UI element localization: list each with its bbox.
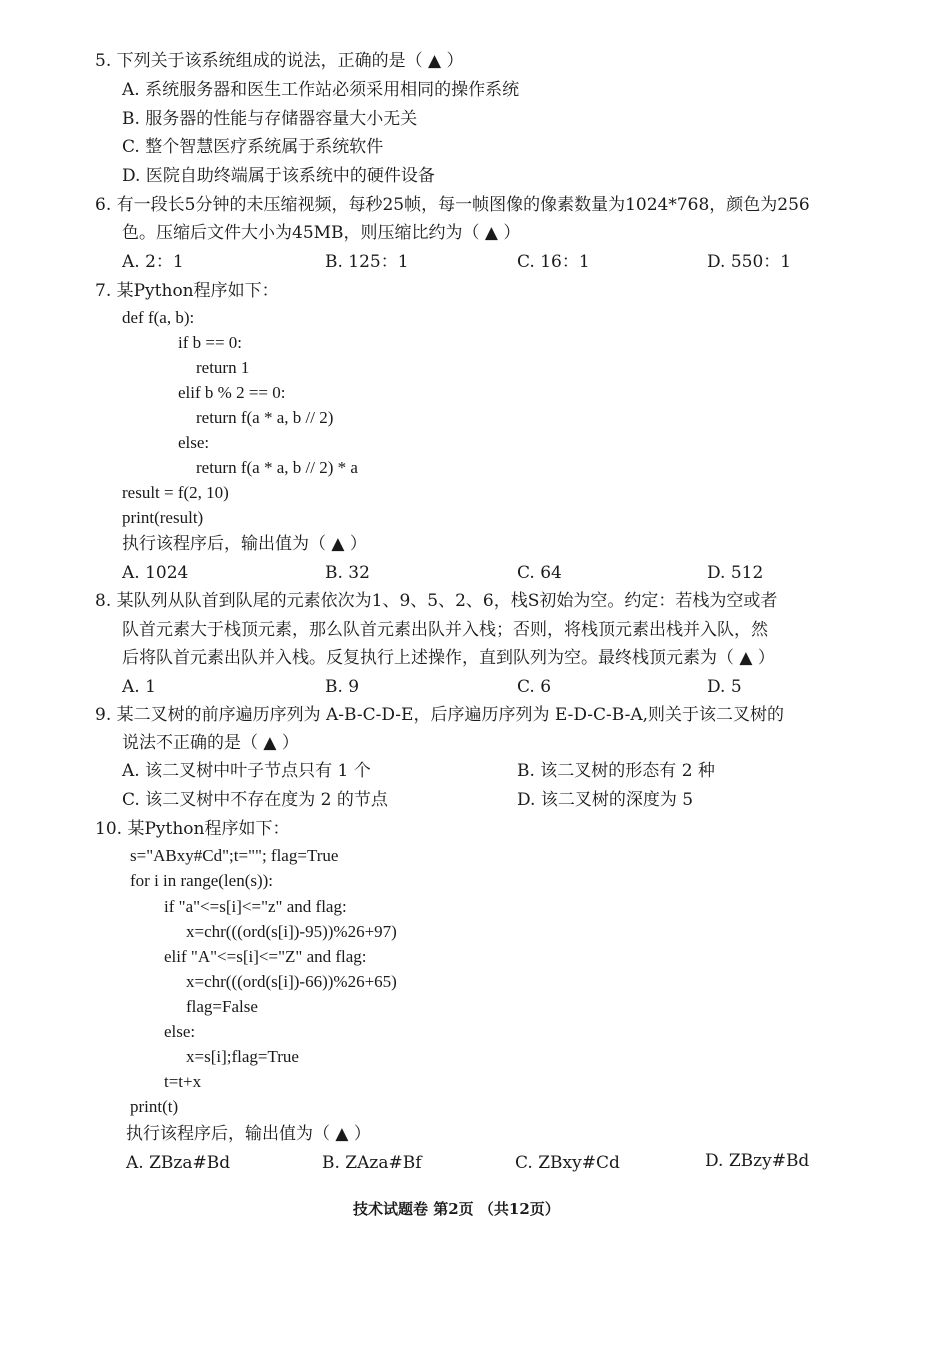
q9-stem-line-2: 说法不正确的是（ ▲ ） <box>122 733 299 753</box>
q7-code-line: else: <box>178 433 210 452</box>
q6-option-c: C. 16：1 <box>517 252 590 272</box>
q7-stem: 7. 某Python程序如下： <box>95 281 279 301</box>
q10-option-a: A. ZBza#Bd <box>126 1153 231 1173</box>
q8-stem-line-1: 8. 某队列从队首到队尾的元素依次为1、9、5、2、6，栈S初始为空。约定：若栈为空或者 <box>95 591 778 611</box>
q10-code-line: x=s[i];flag=True <box>186 1047 299 1066</box>
q7-code-line: return 1 <box>196 358 250 377</box>
q6-option-b: B. 125：1 <box>325 252 409 272</box>
q5-option-c: C. 整个智慧医疗系统属于系统软件 <box>122 137 384 157</box>
q8-option-c: C. 6 <box>517 677 552 697</box>
q5-option-d: D. 医院自助终端属于该系统中的硬件设备 <box>122 166 435 186</box>
q7-code-line: result = f(2, 10) <box>122 483 229 502</box>
q10-code-line: if "a"<=s[i]<="z" and flag: <box>164 897 347 916</box>
q10-code-line: else: <box>164 1022 196 1041</box>
q6-option-d: D. 550：1 <box>707 252 792 272</box>
q8-stem-line-2: 队首元素大于栈顶元素，那么队首元素出队并入栈；否则，将栈顶元素出栈并入队，然 <box>122 620 768 640</box>
q5-stem: 5. 下列关于该系统组成的说法，正确的是（ ▲ ） <box>95 51 464 71</box>
q10-code-line: t=t+x <box>164 1072 202 1091</box>
q10-code-line: for i in range(len(s)): <box>130 871 274 890</box>
q6-stem-line-1: 6. 有一段长5分钟的未压缩视频，每秒25帧，每一帧图像的像素数量为1024*768，颜色为256 <box>95 195 810 215</box>
q7-option-b: B. 32 <box>325 563 370 583</box>
q9-option-b: B. 该二叉树的形态有 2 种 <box>517 761 715 781</box>
q10-code-line: x=chr(((ord(s[i])-95))%26+97) <box>186 922 397 941</box>
q8-stem-line-3: 后将队首元素出队并入栈。反复执行上述操作，直到队列为空。最终栈顶元素为（ ▲ ） <box>122 648 775 668</box>
q5-option-a: A. 系统服务器和医生工作站必须采用相同的操作系统 <box>122 80 520 100</box>
q7-code-line: elif b % 2 == 0: <box>178 383 286 402</box>
q9-option-c: C. 该二叉树中不存在度为 2 的节点 <box>122 790 388 810</box>
q9-option-a: A. 该二叉树中叶子节点只有 1 个 <box>122 761 371 781</box>
q10-option-d: D. ZBzy#Bd <box>705 1151 810 1171</box>
q7-question: 执行该程序后，输出值为（ ▲ ） <box>122 534 367 554</box>
q6-option-a: A. 2：1 <box>122 252 184 272</box>
q7-code-line: if b == 0: <box>178 333 243 352</box>
q9-stem-line-1: 9. 某二叉树的前序遍历序列为 A-B-C-D-E，后序遍历序列为 E-D-C-B-A,则关于该二叉树的 <box>95 705 784 725</box>
q7-code-line: return f(a * a, b // 2) * a <box>196 458 358 477</box>
q10-option-b: B. ZAza#Bf <box>322 1153 422 1173</box>
q8-option-d: D. 5 <box>707 677 742 697</box>
q8-option-a: A. 1 <box>122 677 156 697</box>
q10-code-line: print(t) <box>130 1097 179 1116</box>
q7-code-line: return f(a * a, b // 2) <box>196 408 334 427</box>
q7-option-c: C. 64 <box>517 563 562 583</box>
q7-option-d: D. 512 <box>707 563 764 583</box>
q10-code-line: s="ABxy#Cd";t=""; flag=True <box>130 846 339 865</box>
q6-stem-line-2: 色。压缩后文件大小为45MB，则压缩比约为（ ▲ ） <box>122 223 521 243</box>
q7-option-a: A. 1024 <box>122 563 189 583</box>
q9-option-d: D. 该二叉树的深度为 5 <box>517 790 694 810</box>
q5-option-b: B. 服务器的性能与存储器容量大小无关 <box>122 109 418 129</box>
q8-option-b: B. 9 <box>325 677 360 697</box>
q10-stem: 10. 某Python程序如下： <box>95 819 290 839</box>
q10-option-c: C. ZBxy#Cd <box>515 1153 620 1173</box>
q7-code-line: print(result) <box>122 508 204 527</box>
q10-code-line: flag=False <box>186 997 258 1016</box>
q10-question: 执行该程序后，输出值为（ ▲ ） <box>126 1124 371 1144</box>
page-footer: 技术试题卷 第2页 （共12页） <box>353 1200 560 1218</box>
q10-code-line: x=chr(((ord(s[i])-66))%26+65) <box>186 972 397 991</box>
q10-code-line: elif "A"<=s[i]<="Z" and flag: <box>164 947 367 966</box>
q7-code-line: def f(a, b): <box>122 308 195 327</box>
